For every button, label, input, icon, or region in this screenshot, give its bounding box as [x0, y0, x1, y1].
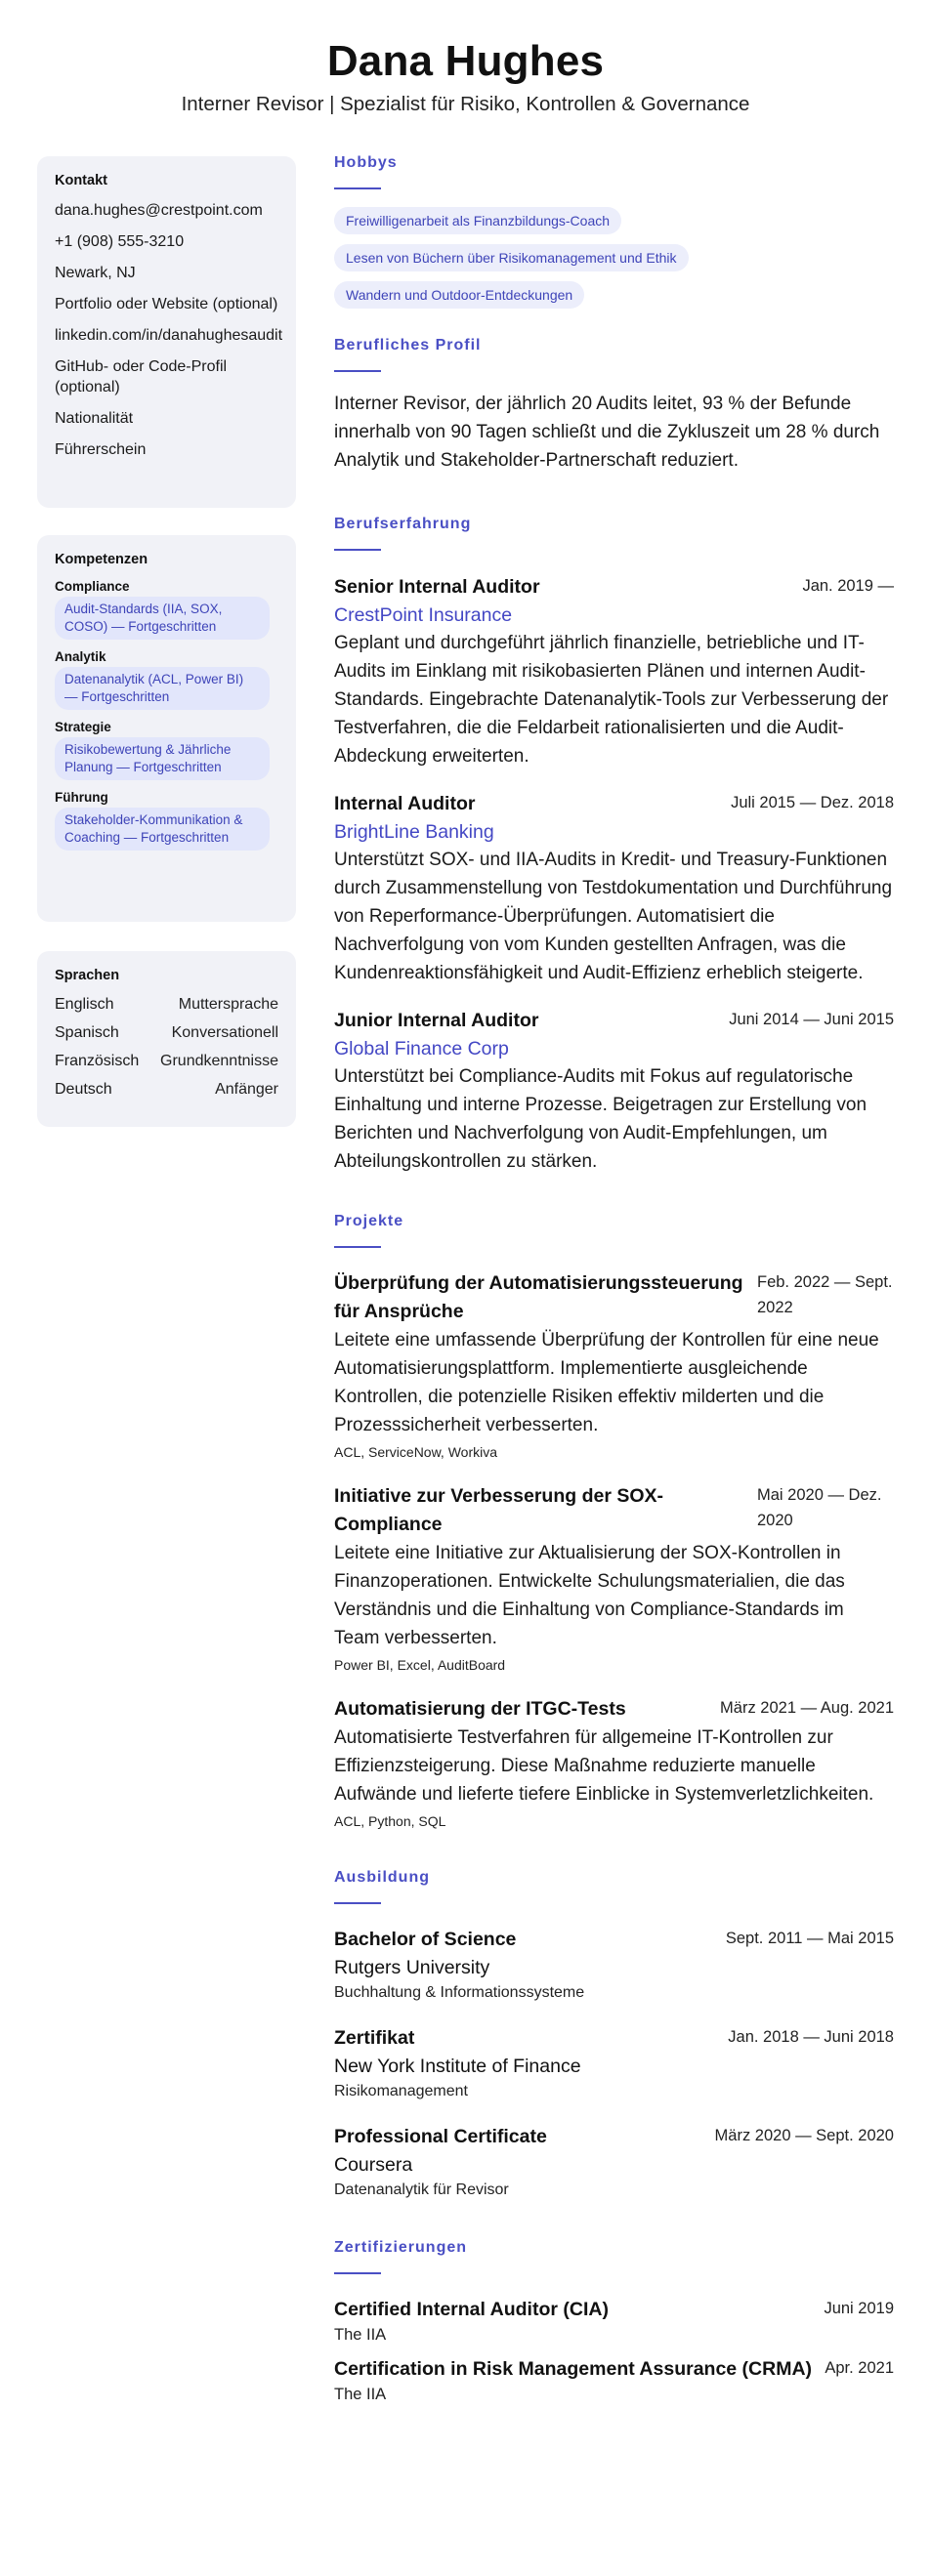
certification-name: Certification in Risk Management Assurance (CRMA)	[334, 2358, 813, 2380]
certification-org: The IIA	[334, 2326, 387, 2344]
company-name: BrightLine Banking	[334, 821, 494, 843]
project-tech: Power BI, Excel, AuditBoard	[334, 1657, 506, 1673]
section-divider	[334, 1246, 381, 1248]
project-entry	[334, 1695, 894, 1832]
hobby-chip: Wandern und Outdoor-Entdeckungen	[334, 281, 584, 309]
skill-group-title: Führung	[55, 790, 108, 805]
language-level: Grundkenntnisse	[160, 1053, 278, 1069]
contact-card	[37, 156, 296, 508]
company-name: CrestPoint Insurance	[334, 604, 513, 626]
education-section	[334, 1869, 894, 2202]
job-description: Unterstützt bei Compliance-Audits mit Fokus auf regulatorische Einhaltung und interne Prozesse. Beigetragen zur Erstellung von Berichten und Nachverfolgung von Audit-Empfehlungen, um Abteilungskontrollen zu stärken.	[334, 1066, 868, 1172]
education-entry	[334, 2123, 894, 2202]
section-divider	[334, 2272, 381, 2274]
contact-location: Newark, NJ	[55, 265, 136, 281]
field-of-study: Buchhaltung & Informationssysteme	[334, 1984, 585, 2001]
language-name: Spanisch	[55, 1024, 119, 1041]
company-name: Global Finance Corp	[334, 1038, 509, 1059]
education-title: Ausbildung	[334, 1869, 430, 1886]
job-date: Juli 2015 — Dez. 2018	[731, 794, 894, 811]
education-date: Sept. 2011 — Mai 2015	[725, 1930, 894, 1947]
job-date: Juni 2014 — Juni 2015	[729, 1011, 894, 1028]
contact-email[interactable]: dana.hughes@crestpoint.com	[55, 202, 263, 219]
project-description: Leitete eine Initiative zur Aktualisierung der SOX-Kontrollen in Finanzoperationen. Entwickelte Schulungsmaterialien, die das Verständnis und die Einhaltung von Compliance-Standards im Team verbesserten.	[334, 1543, 845, 1648]
experience-entry	[334, 573, 894, 770]
institution-name: Coursera	[334, 2154, 413, 2176]
job-description: Geplant und durchgeführt jährlich finanzielle, betriebliche und IT-Audits im Einklang mit risikobasierten Plänen und internen Audit-Standards. Eingebrachte Datenanalytik-Tools zur Verbesserung der Testverfahren, die die Feldarbeit rationalisierten und die Audit-Abdeckung erweiterten.	[334, 633, 889, 767]
project-title: Automatisierung der ITGC-Tests	[334, 1698, 626, 1720]
section-divider	[334, 1902, 381, 1904]
skill-chip: Stakeholder-Kommunikation & Coaching — Fortgeschritten	[55, 808, 270, 851]
certifications-section	[334, 2239, 894, 2405]
section-divider	[334, 187, 381, 189]
languages-title: Sprachen	[55, 968, 120, 983]
project-description: Leitete eine umfassende Überprüfung der Kontrollen für eine neue Automatisierungsplattform. Implementierte ausgleichende Kontrollen, die potenzielle Risiken effektiv milderten und die Prozesssicherheit verbesserten.	[334, 1330, 879, 1435]
language-row	[55, 995, 278, 1015]
project-title: Überprüfung der Automatisierungssteuerung für Ansprüche	[334, 1272, 743, 1322]
contact-phone[interactable]: +1 (908) 555-3210	[55, 233, 185, 250]
job-title: Internal Auditor	[334, 793, 476, 814]
resume-header	[0, 33, 931, 119]
project-tech: ACL, ServiceNow, Workiva	[334, 1444, 498, 1460]
hobbies-title: Hobbys	[334, 154, 398, 171]
language-name: Englisch	[55, 996, 114, 1013]
contact-license: Führerschein	[55, 441, 147, 458]
education-entry	[334, 2024, 894, 2103]
certifications-title: Zertifizierungen	[334, 2239, 468, 2256]
languages-card	[37, 951, 296, 1127]
skill-chip: Datenanalytik (ACL, Power BI) — Fortgeschritten	[55, 667, 270, 710]
hobbies-section	[334, 154, 894, 309]
project-title: Initiative zur Verbesserung der SOX-Compliance	[334, 1485, 664, 1535]
institution-name: New York Institute of Finance	[334, 2056, 581, 2077]
experience-title: Berufserfahrung	[334, 516, 472, 532]
skill-group-title: Compliance	[55, 579, 130, 594]
profile-text: Interner Revisor, der jährlich 20 Audits leitet, 93 % der Befunde innerhalb von 90 Tagen schließt und die Zykluszeit um 28 % durch Analytik und Stakeholder-Partnerschaft reduziert.	[334, 394, 880, 471]
skills-card	[37, 535, 296, 922]
profile-title: Berufliches Profil	[334, 337, 482, 353]
main-column	[334, 154, 894, 2405]
certification-date: Juni 2019	[824, 2300, 894, 2317]
hobby-chip: Freiwilligenarbeit als Finanzbildungs-Coach	[334, 207, 621, 234]
experience-section	[334, 516, 894, 1176]
section-divider	[334, 370, 381, 372]
contact-portfolio[interactable]: Portfolio oder Website (optional)	[55, 296, 278, 312]
language-name: Französisch	[55, 1053, 140, 1069]
contact-github[interactable]: GitHub- oder Code-Profil (optional)	[55, 358, 228, 395]
project-tech: ACL, Python, SQL	[334, 1813, 446, 1829]
contact-title: Kontakt	[55, 173, 107, 188]
job-title: Senior Internal Auditor	[334, 576, 540, 598]
project-date: März 2021 — Aug. 2021	[720, 1699, 894, 1717]
projects-section	[334, 1213, 894, 1832]
project-entry	[334, 1269, 894, 1463]
skill-group-title: Strategie	[55, 720, 111, 734]
language-level: Anfänger	[215, 1081, 278, 1098]
field-of-study: Risikomanagement	[334, 2083, 468, 2099]
skills-title: Kompetenzen	[55, 552, 148, 567]
certification-entry	[334, 2296, 894, 2346]
language-level: Konversationell	[171, 1024, 278, 1041]
education-entry	[334, 1926, 894, 2005]
skill-chip: Audit-Standards (IIA, SOX, COSO) — Fortgeschritten	[55, 597, 270, 640]
experience-entry	[334, 1007, 894, 1176]
job-title: Junior Internal Auditor	[334, 1010, 539, 1031]
language-row	[55, 1052, 278, 1071]
project-date: Feb. 2022 — Sept. 2022	[757, 1273, 893, 1316]
language-level: Muttersprache	[178, 996, 278, 1013]
contact-nationality: Nationalität	[55, 410, 134, 427]
job-description: Unterstützt SOX- und IIA-Audits in Kredit- und Treasury-Funktionen durch Zusammenstellung von Testdokumentation und Durchführung von Reperformance-Überprüfungen. Automatisiert die Nachverfolgung von vom Kunden gestellten Anfragen, was die Kundenreaktionsfähigkeit und Audit-Effizienz erheblich steigerte.	[334, 850, 893, 983]
skill-chip: Risikobewertung & Jährliche Planung — Fortgeschritten	[55, 737, 270, 780]
certification-name: Certified Internal Auditor (CIA)	[334, 2299, 609, 2320]
degree-title: Bachelor of Science	[334, 1929, 517, 1950]
language-row	[55, 1023, 278, 1043]
institution-name: Rutgers University	[334, 1957, 490, 1978]
project-description: Automatisierte Testverfahren für allgemeine IT-Kontrollen zur Effizienzsteigerung. Diese Maßnahme reduzierte manuelle Aufwände und lieferte tiefere Einblicke in Systemverletzlichkeiten.	[334, 1727, 874, 1805]
candidate-subtitle: Interner Revisor | Spezialist für Risiko, Kontrollen & Governance	[181, 93, 750, 115]
skill-group	[55, 579, 278, 640]
degree-title: Zertifikat	[334, 2027, 415, 2049]
project-entry	[334, 1482, 894, 1676]
skill-group	[55, 790, 278, 851]
experience-entry	[334, 790, 894, 987]
skill-group	[55, 649, 278, 710]
sidebar	[37, 156, 296, 1127]
hobby-chip: Lesen von Büchern über Risikomanagement und Ethik	[334, 244, 689, 271]
job-date: Jan. 2019 —	[802, 577, 894, 595]
contact-linkedin[interactable]: linkedin.com/in/danahughesaudit	[55, 327, 283, 344]
profile-section	[334, 337, 894, 475]
language-name: Deutsch	[55, 1081, 112, 1098]
project-date: Mai 2020 — Dez. 2020	[757, 1486, 882, 1529]
education-date: März 2020 — Sept. 2020	[714, 2127, 894, 2144]
degree-title: Professional Certificate	[334, 2126, 547, 2147]
certification-date: Apr. 2021	[825, 2359, 894, 2377]
skill-group-title: Analytik	[55, 649, 106, 664]
section-divider	[334, 549, 381, 551]
language-row	[55, 1080, 278, 1100]
projects-title: Projekte	[334, 1213, 404, 1229]
candidate-name: Dana Hughes	[326, 37, 605, 85]
certification-entry	[334, 2355, 894, 2405]
certification-org: The IIA	[334, 2386, 387, 2403]
skill-group	[55, 720, 278, 780]
education-date: Jan. 2018 — Juni 2018	[728, 2028, 894, 2046]
field-of-study: Datenanalytik für Revisor	[334, 2181, 509, 2198]
